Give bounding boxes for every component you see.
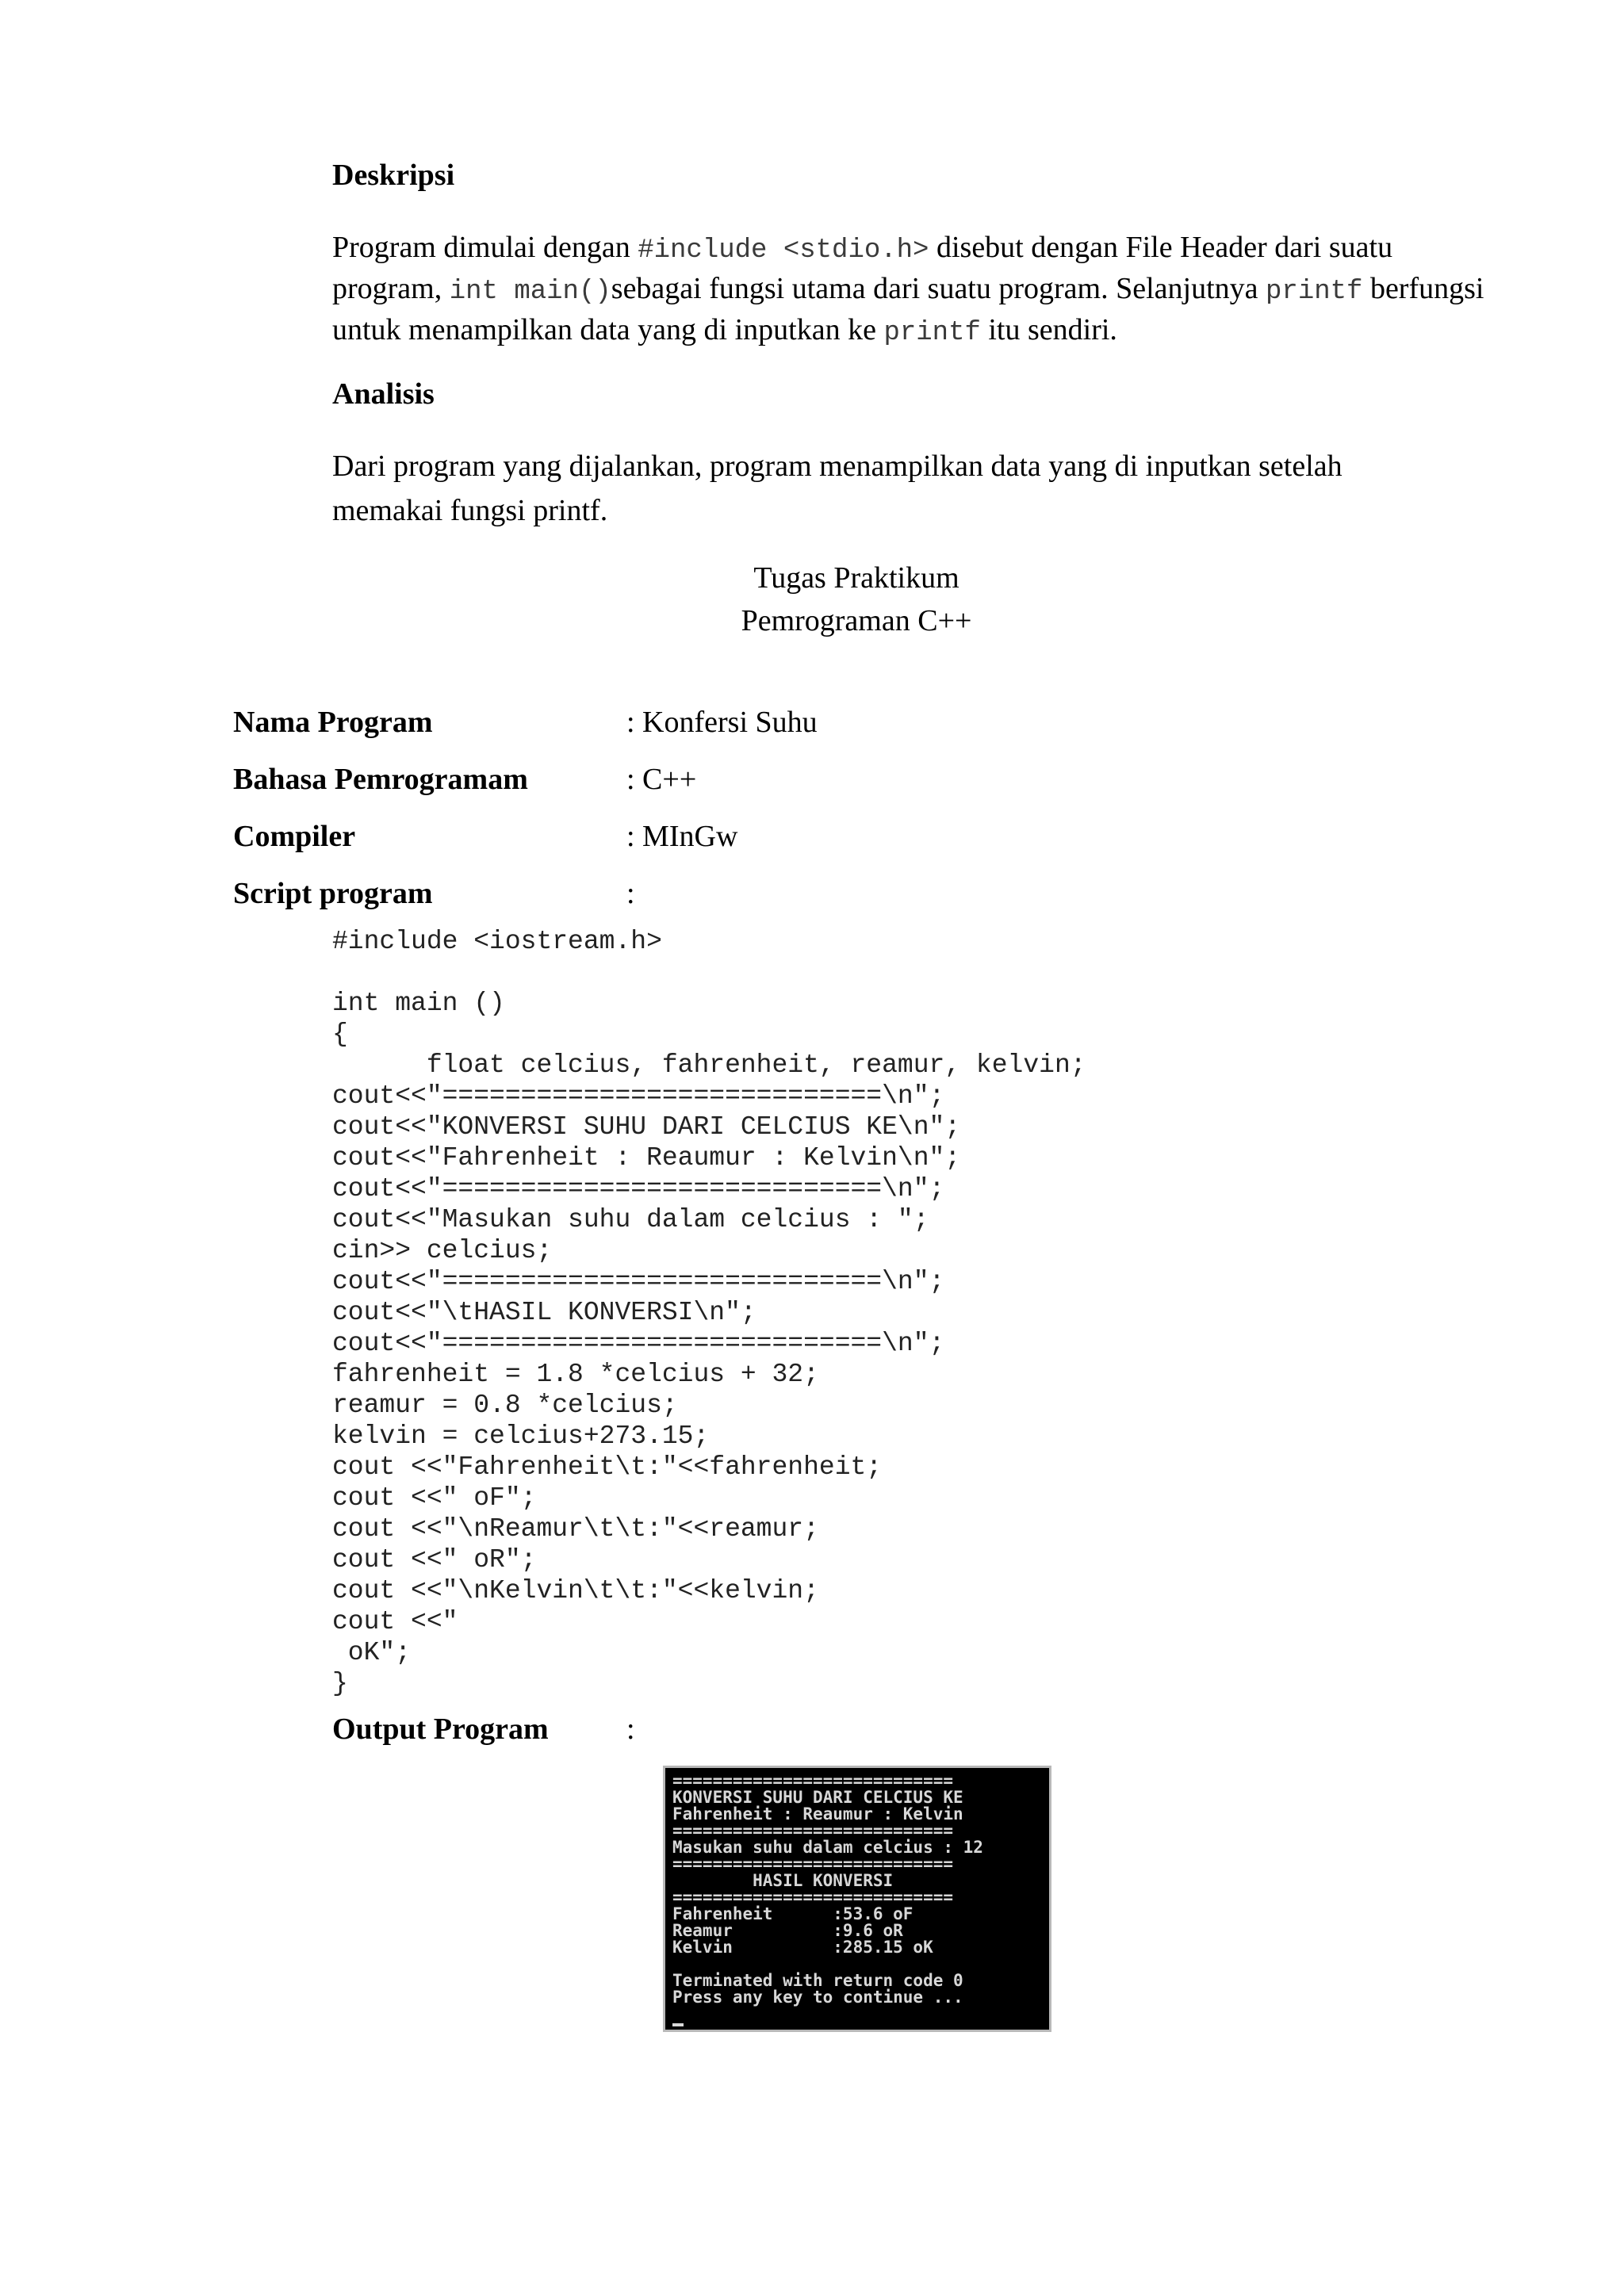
code-include-stdio: #include <stdio.h> (638, 235, 929, 266)
code-printf-1: printf (1266, 277, 1363, 307)
practicum-subtitle: Pemrograman C++ (741, 604, 972, 637)
output-label: Output Program (332, 1712, 549, 1746)
code-int-main: int main() (449, 277, 611, 307)
source-code-listing: #include <iostream.h> int main () { float celcius, fahrenheit, reamur, kelvin; cout<<"============================\n"; cout<<"KONVERSI SUHU DARI CELCIUS KE\n"; cout<<"Fahrenheit : Reaumur : Kelvin\n"; cout<<"============================\n"; cout<<"Masukan suhu dalam celcius : "; cin>> celcius; cout<<"============================\n"; cout<<"\tHASIL KONVERSI\n"; cout<<"============================\n"; fahrenheit = 1.8 *celcius + 32; reamur = 0.8 *celcius; kelvin = celcius+273.15; cout <<"Fahrenheit\t:"<<fahrenheit; cout <<" oF"; cout <<"\nReamur\t\t:"<<reamur; cout <<" oR"; cout <<"\nKelvin\t\t:"<<kelvin; cout <<" oK"; } (332, 927, 1086, 1698)
deskripsi-text-5: itu sendiri. (980, 313, 1117, 346)
deskripsi-text-3: sebagai fungsi utama dari suatu program. Selanjutnya (611, 272, 1266, 305)
deskripsi-paragraph (332, 228, 1490, 352)
info-label-bahasa: Bahasa Pemrogramam (233, 763, 528, 796)
terminal-output-text: ============================ KONVERSI SUHU DARI CELCIUS KE Fahrenheit : Reaumur : Kelvin ============================ Masukan suhu dalam celcius : 12 ============================ HASIL KONVERSI ============================ Fahrenheit :53.6 oF Reamur :9.6 oR Kelvin :285.15 oK Terminated with return code 0 Press any key to continue ... (672, 1771, 983, 2007)
analisis-paragraph: Dari program yang dijalankan, program menampilkan data yang di inputkan setelah memakai fungsi printf. (332, 450, 1342, 527)
practicum-title: Tugas Praktikum (753, 561, 959, 595)
deskripsi-text-2: disebut dengan File Header dari suatu program, (332, 231, 1393, 305)
info-label-script: Script program (233, 877, 433, 910)
analisis-heading: Analisis (332, 377, 435, 411)
info-label-nama-program: Nama Program (233, 706, 433, 739)
info-value-script: : (626, 877, 635, 910)
code-printf-2: printf (883, 318, 981, 348)
output-colon: : (626, 1712, 635, 1746)
deskripsi-heading: Deskripsi (332, 159, 455, 192)
info-value-compiler: : MInGw (626, 820, 738, 853)
info-label-compiler: Compiler (233, 820, 356, 853)
info-value-bahasa: : C++ (626, 763, 697, 796)
terminal-cursor (672, 2023, 684, 2026)
deskripsi-text-1: Program dimulai dengan (332, 231, 638, 264)
info-value-nama-program: : Konfersi Suhu (626, 706, 818, 739)
terminal-output-window (663, 1766, 1051, 2032)
deskripsi-text-4: berfungsi untuk menampilkan data yang di inputkan ke (332, 272, 1484, 346)
